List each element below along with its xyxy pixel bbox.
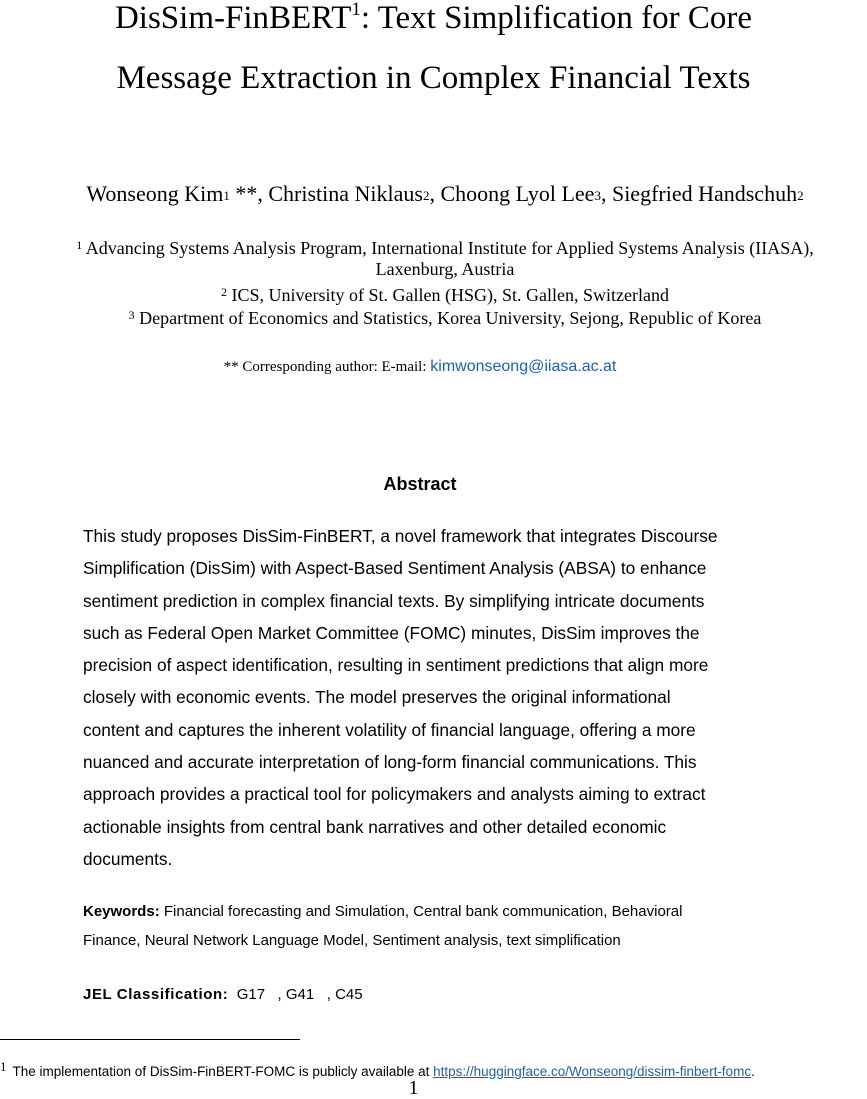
footnote-text: The implementation of DisSim-FinBERT-FOMC is publicly available at — [12, 1064, 434, 1079]
author-affiliation-mark: 2 — [797, 188, 804, 203]
abstract-line: content and captures the inherent volatility of financial language, offering a more — [83, 719, 696, 740]
jel-code: C45 — [335, 986, 363, 1003]
corresponding-author — [0, 357, 840, 377]
abstract-body — [83, 520, 783, 875]
title-footnote-mark: 1 — [351, 0, 361, 20]
author-affiliation-mark: 1 — [223, 188, 230, 203]
keywords-line-2: Finance, Neural Network Language Model, Sentiment analysis, text simplification — [83, 931, 621, 949]
keywords-line-1 — [83, 898, 783, 927]
abstract-line: This study proposes DisSim-FinBERT, a novel framework that integrates Discourse — [83, 526, 718, 546]
title-main: DisSim-FinBERT — [114, 0, 352, 36]
affiliation-1 — [0, 234, 867, 260]
affiliation-text: Advancing Systems Analysis Program, International Institute for Applied Systems Analysis (IIASA), — [82, 238, 814, 258]
author-name: Christina Niklaus — [268, 181, 423, 206]
jel-label: JEL Classification: — [83, 986, 229, 1003]
footnote-url-link[interactable]: https://huggingface.co/Wonseong/dissim-finbert-fomc — [433, 1064, 752, 1079]
author-affiliation-mark: 2 — [422, 188, 430, 203]
jel-classification: JEL Classification: G17 , G41 , C45 — [83, 984, 363, 1006]
abstract-line: actionable insights from central bank narratives and other detailed economic — [83, 816, 667, 837]
author-separator: **, — [229, 181, 269, 206]
paper-title-line-2: Message Extraction in Complex Financial Texts — [116, 60, 751, 96]
abstract-line: approach provides a practical tool for policymakers and analysts aiming to extract — [83, 784, 706, 805]
keywords-label: Keywords: — [83, 903, 160, 920]
affiliation-mark: 2 — [221, 285, 228, 299]
paper-title-line-1 — [0, 0, 867, 38]
keywords — [83, 898, 783, 955]
page-number: 1 — [408, 1077, 419, 1099]
abstract-line: sentiment prediction in complex financial texts. By simplifying intricate documents — [83, 590, 705, 611]
author-name: Wonseong Kim — [86, 181, 224, 206]
abstract-line: precision of aspect identification, resulting in sentiment predictions that align more — [83, 655, 709, 676]
abstract-heading: Abstract — [383, 474, 457, 494]
abstract-line: Simplification (DisSim) with Aspect-Based Sentiment Analysis (ABSA) to enhance — [83, 558, 707, 579]
affiliation-1-continued: Laxenburg, Austria — [375, 259, 515, 279]
keywords-text: Financial forecasting and Simulation, Central bank communication, Behavioral — [159, 903, 683, 920]
jel-code: G41 — [285, 986, 315, 1003]
footnote-mark: 1 — [0, 1059, 7, 1074]
affiliation-text: Department of Economics and Statistics, Korea University, Sejong, Republic of Korea — [134, 308, 762, 328]
footnote-end: . — [751, 1064, 755, 1079]
affiliation-mark: 3 — [128, 308, 135, 322]
abstract-line: such as Federal Open Market Committee (FOMC) minutes, DisSim improves the — [83, 622, 700, 643]
affiliation-mark: 1 — [76, 238, 83, 252]
author-list — [0, 180, 867, 210]
corresponding-label: ** Corresponding author: E-mail: — [223, 359, 431, 375]
footnote-divider — [0, 1039, 300, 1040]
affiliation-3 — [0, 304, 867, 330]
affiliation-text: ICS, University of St. Gallen (HSG), St. Gallen, Switzerland — [227, 285, 669, 305]
author-separator: , — [600, 181, 612, 206]
author-separator: , — [429, 181, 441, 206]
abstract-line: nuanced and accurate interpretation of long-form financial communications. This — [83, 752, 697, 773]
author-name: Siegfried Handschuh — [611, 181, 798, 206]
author-name: Choong Lyol Lee — [440, 181, 595, 206]
title-rest: : Text Simplification for Core — [360, 0, 753, 36]
corresponding-email-link[interactable]: kimwonseong@iiasa.ac.at — [430, 358, 617, 375]
abstract-line: closely with economic events. The model preserves the original informational — [83, 687, 671, 708]
jel-code: G17 — [236, 986, 266, 1003]
author-affiliation-mark: 3 — [594, 188, 601, 203]
abstract-line: documents. — [83, 848, 173, 869]
